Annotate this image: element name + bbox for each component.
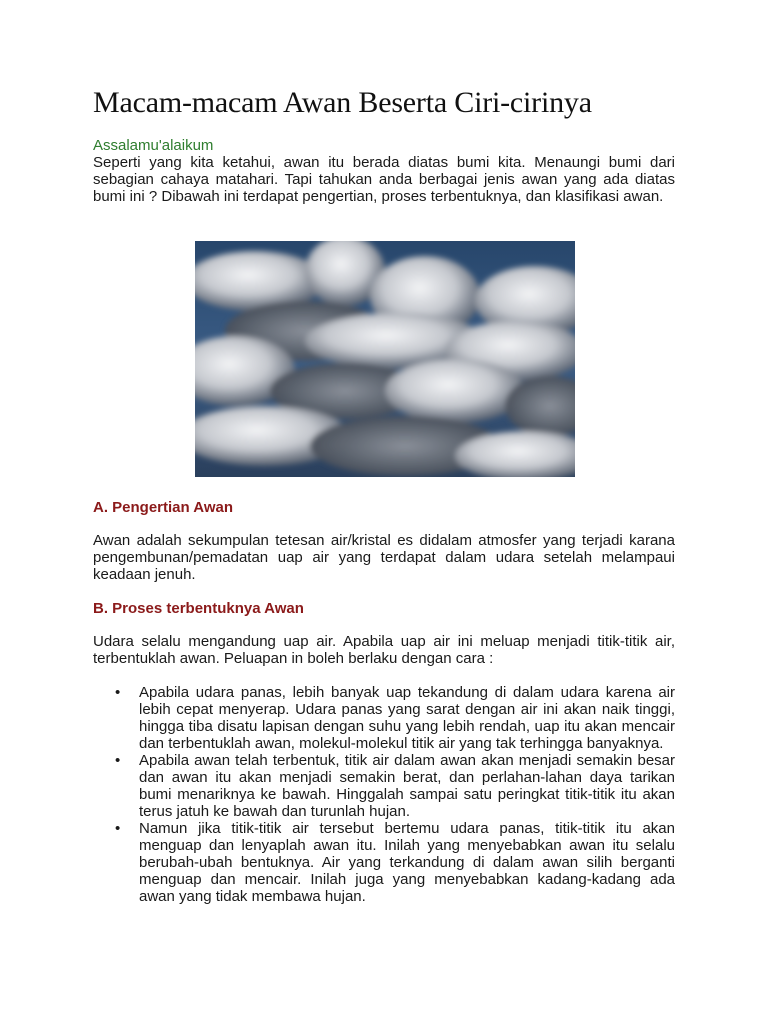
list-item (93, 820, 675, 905)
bullet-icon: • (115, 684, 121, 701)
list-item-text: Namun jika titik-titik air tersebut bertemu udara panas, titik-titik itu akan menguap dan lenyaplah awan itu. Inilah yang menyebabkan awan itu selalu berubah-ubah bentuknya. Air yang terkandung di dalam awan silih berganti menguap dan mencair. Inilah juga yang menyebabkan kadang-kadang ada awan yang tidak membawa hujan. (139, 820, 675, 905)
section-a-body: Awan adalah sekumpulan tetesan air/kristal es didalam atmosfer yang terjadi karana pengembunan/pemadatan uap air yang terdapat dalam udara setelah melampaui keadaan jenuh. (93, 532, 675, 583)
bullet-icon: • (115, 752, 121, 769)
section-b-heading: B. Proses terbentuknya Awan (93, 600, 304, 617)
document-title: Macam-macam Awan Beserta Ciri-cirinya (93, 86, 592, 119)
section-b-body: Udara selalu mengandung uap air. Apabila uap air ini meluap menjadi titik-titik air, terbentuklah awan. Peluapan in boleh berlaku dengan cara : (93, 633, 675, 667)
greeting-text: Assalamu'alaikum (93, 137, 214, 154)
list-item (93, 684, 675, 752)
bullet-icon: • (115, 820, 121, 837)
cloud-photo (195, 241, 575, 477)
list-item (93, 752, 675, 820)
section-a-heading: A. Pengertian Awan (93, 499, 234, 516)
process-bullet-list (93, 684, 675, 905)
list-item-text: Apabila awan telah terbentuk, titik air dalam awan akan menjadi semakin besar dan awan itu akan menjadi semakin berat, dan perlahan-lahan daya tarikan bumi menariknya ke bawah. Hinggalah sampai satu peringkat titik-titik itu akan terus jatuh ke bawah dan turunlah hujan. (139, 752, 675, 820)
list-item-text: Apabila udara panas, lebih banyak uap tekandung di dalam udara karena air lebih cepat menyerap. Udara panas yang sarat dengan air ini akan naik tinggi, hingga tiba disatu lapisan dengan suhu yang lebih rendah, uap itu akan mencair dan terbentuklah awan, molekul-molekul titik air yang tak terhingga banyaknya. (139, 684, 675, 752)
intro-paragraph: Seperti yang kita ketahui, awan itu berada diatas bumi kita. Menaungi bumi dari sebagian cahaya matahari. Tapi tahukan anda berbagai jenis awan yang ada diatas bumi ini ? Dibawah ini terdapat pengertian, proses terbentuknya, dan klasifikasi awan. (93, 154, 675, 205)
